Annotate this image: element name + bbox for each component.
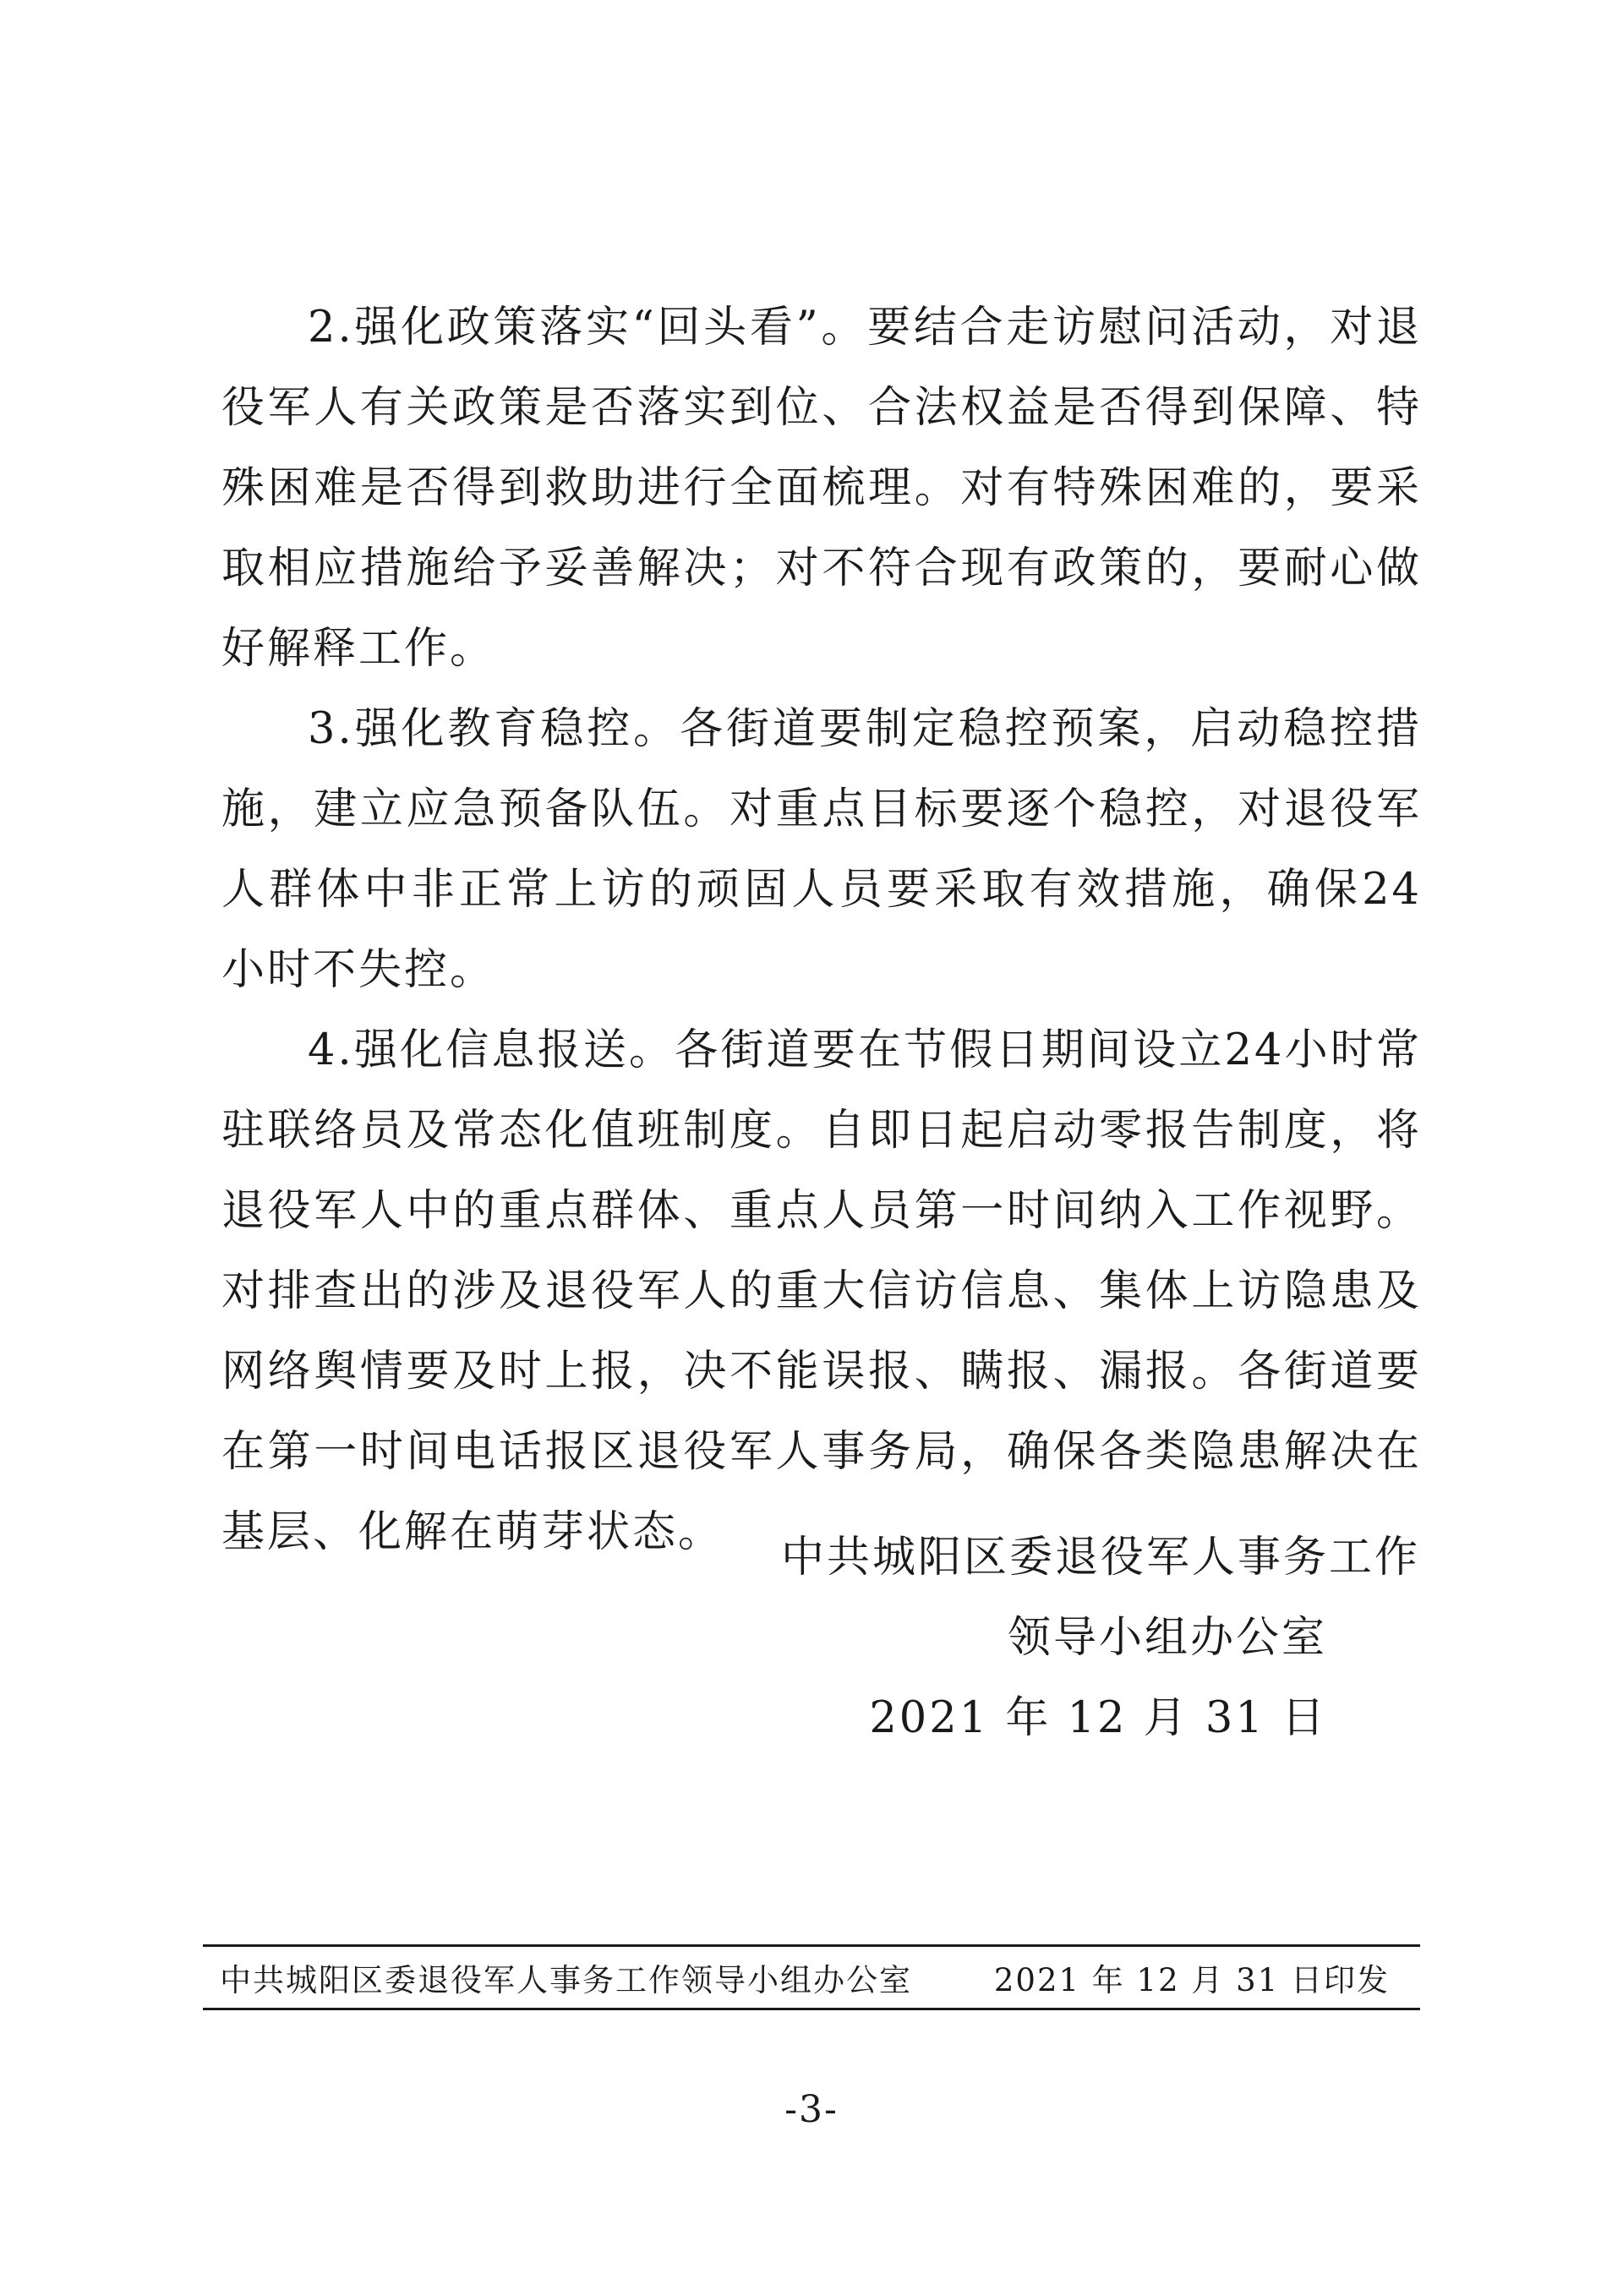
footer-print-date: 2021 年 12 月 31 日印发: [993, 1962, 1390, 1998]
print-footer: [203, 1944, 1420, 2010]
paragraph-2: 2.强化政策落实“回头看”。要结合走访慰问活动，对退役军人有关政策是否落实到位、合法权益是否得到保障、特殊困难是否得到救助进行全面梳理。对有特殊困难的，要采取相应措施给予妥善解决；对不符合现有政策的，要耐心做好解释工作。: [221, 303, 1422, 674]
paragraph-4: 4.强化信息报送。各街道要在节假日期间设立24小时常驻联络员及常态化值班制度。自即日起启动零报告制度，将退役军人中的重点群体、重点人员第一时间纳入工作视野。对排查出的涉及退役军人的重大信访信息、集体上访隐患及网络舆情要及时上报，决不能误报、瞒报、漏报。各街道要在第一时间电话报区退役军人事务局，确保各类隐患解决在基层、化解在萌芽状态。: [221, 1025, 1422, 1557]
footer-issuer: 中共城阳区委退役军人事务工作领导小组办公室: [220, 1962, 912, 1998]
signature-date: 2021 年 12 月 31 日: [869, 1693, 1327, 1743]
signature-org-line1: 中共城阳区委退役军人事务工作: [780, 1533, 1420, 1583]
paragraph-3: 3.强化教育稳控。各街道要制定稳控预案，启动稳控措施，建立应急预备队伍。对重点目标要逐个稳控，对退役军人群体中非正常上访的顽固人员要采取有效措施，确保24小时不失控。: [221, 704, 1422, 995]
signature-block: [781, 1517, 1420, 1758]
page-number: -3-: [784, 2088, 839, 2131]
signature-org-line2: 领导小组办公室: [1007, 1613, 1327, 1663]
document-body: [221, 287, 1422, 1572]
